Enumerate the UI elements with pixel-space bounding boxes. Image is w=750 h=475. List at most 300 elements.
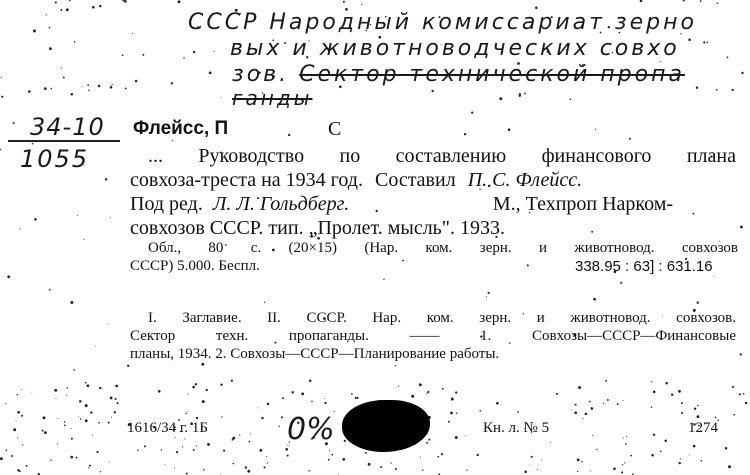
speckle (380, 466, 382, 468)
speckle (630, 455, 632, 457)
speckle (85, 419, 88, 422)
speckle (355, 397, 357, 399)
title-line-2c: П. С. Флейсс. (467, 169, 583, 191)
speckle (55, 1, 57, 3)
speckle (487, 292, 489, 294)
speckle (127, 365, 129, 367)
speckle (621, 471, 623, 473)
speckle (46, 14, 47, 15)
speckle (664, 440, 667, 443)
speckle (342, 458, 345, 461)
speckle (531, 456, 533, 458)
speckle (26, 465, 28, 467)
speckle (88, 467, 89, 468)
speckle (683, 0, 685, 2)
speckle (451, 398, 454, 401)
speckle (267, 403, 270, 406)
speckle (188, 411, 189, 412)
speckle (328, 459, 330, 461)
speckle (19, 470, 21, 472)
speckle (221, 97, 222, 98)
speckle (115, 398, 117, 400)
speckle (1, 96, 3, 98)
speckle (96, 451, 98, 453)
speckle (623, 437, 624, 438)
speckle (427, 434, 428, 435)
speckle (19, 228, 20, 229)
speckle (79, 400, 82, 403)
speckle (426, 393, 427, 394)
speckle (717, 3, 719, 5)
speckle (90, 411, 92, 413)
speckle (605, 380, 607, 382)
title-line-1: ... Руководство по составлению финансового плана (148, 145, 736, 167)
speckle (575, 404, 577, 406)
speckle (591, 407, 594, 410)
speckle (124, 0, 127, 3)
speckle (427, 391, 429, 393)
speckle (107, 323, 108, 324)
speckle (448, 421, 450, 423)
speckle (51, 88, 52, 89)
speckle (739, 393, 741, 395)
speckle (258, 407, 259, 408)
speckle (95, 346, 96, 347)
speckle (74, 41, 75, 42)
description-line-1: Обл., 80 с. (20×15) (Нар. ком. зерн. и животновод. совхозов (148, 240, 738, 256)
speckle (716, 89, 718, 91)
speckle (700, 0, 702, 2)
title-line-2 (130, 169, 736, 192)
classification-index: 338.95 : 63] : 631.16 (575, 258, 713, 275)
speckle (266, 456, 267, 457)
speckle (456, 412, 458, 414)
speckle (329, 450, 330, 451)
speckle (17, 394, 18, 395)
speckle (60, 9, 62, 11)
speckle (264, 302, 265, 303)
speckle (183, 57, 185, 59)
speckle (537, 469, 538, 470)
subjects-line-2: Сектор техн. пропаганды. —— 1. Совхозы—СССР—Финансовые (130, 328, 736, 344)
speckle (57, 418, 58, 419)
speckle (665, 382, 667, 384)
speckle (368, 463, 371, 466)
speckle (581, 461, 583, 463)
speckle (261, 417, 263, 419)
speckle (174, 468, 175, 469)
speckle (697, 415, 700, 418)
speckle (592, 435, 593, 436)
speckle (282, 397, 284, 399)
speckle (13, 122, 15, 124)
speckle (697, 302, 699, 304)
speckle (689, 454, 690, 455)
speckle (98, 422, 100, 424)
speckle (89, 465, 91, 467)
title-line-2b: Составил (374, 169, 456, 191)
speckle (17, 437, 18, 438)
speckle (707, 42, 709, 44)
speckle (622, 400, 623, 401)
speckle (590, 470, 591, 471)
speckle (186, 473, 188, 475)
speckle (207, 443, 210, 446)
speckle (343, 1, 345, 3)
speckle (529, 465, 530, 466)
title-line-3b: Л. Л. Гольдберг. (212, 193, 350, 215)
speckle (99, 5, 101, 7)
speckle (679, 462, 681, 464)
speckle (331, 454, 333, 456)
speckle (245, 466, 247, 468)
speckle (223, 450, 225, 452)
speckle (681, 402, 683, 404)
registration-number: 1616/34 г. 1Б (127, 420, 208, 436)
speckle (239, 434, 240, 435)
speckle (402, 260, 404, 262)
speckle (78, 417, 79, 418)
speckle (71, 93, 74, 96)
subjects-line-3: планы, 1934. 2. Совхозы—СССР—Планирование работы. (130, 346, 500, 362)
speckle (703, 41, 705, 43)
speckle (92, 435, 93, 436)
speckle (603, 403, 604, 404)
speckle (85, 404, 88, 407)
speckle (77, 215, 78, 216)
speckle (110, 396, 113, 399)
speckle (44, 87, 47, 90)
speckle (395, 365, 396, 366)
speckle (701, 460, 703, 462)
speckle (727, 57, 729, 59)
speckle (71, 438, 73, 440)
speckle (426, 442, 428, 444)
speckle (193, 51, 195, 53)
speckle (67, 387, 68, 388)
book-chamber-number: Кн. л. № 5 (483, 420, 550, 436)
speckle (172, 140, 173, 141)
speckle (419, 383, 422, 386)
speckle (595, 129, 596, 130)
speckle (278, 426, 279, 427)
speckle (49, 27, 51, 29)
speckle (17, 411, 20, 414)
handwritten-header-line-3a: зов. (232, 62, 290, 87)
speckle (617, 403, 619, 405)
speckle (196, 417, 198, 419)
speckle (108, 422, 110, 424)
speckle (92, 6, 95, 9)
title-line-3 (130, 193, 736, 216)
speckle (288, 134, 290, 136)
speckle (626, 436, 627, 437)
speckle (324, 398, 325, 399)
speckle (21, 415, 23, 417)
speckle (44, 431, 47, 434)
speckle (0, 149, 1, 151)
speckle (620, 282, 622, 284)
speckle (681, 412, 683, 414)
speckle (745, 402, 747, 404)
speckle (527, 264, 529, 266)
speckle (55, 398, 56, 399)
speckle (259, 449, 262, 452)
speckle (351, 393, 353, 395)
speckle (556, 393, 558, 395)
speckle (99, 387, 101, 389)
speckle (13, 428, 16, 431)
title-line-3c: М., Техпроп Нарком- (492, 193, 674, 215)
speckle (741, 72, 743, 74)
speckle (102, 388, 103, 389)
speckle (361, 4, 362, 5)
speckle (715, 417, 717, 419)
speckle (596, 449, 597, 450)
speckle (184, 438, 185, 439)
speckle (267, 462, 268, 463)
speckle (176, 451, 178, 453)
speckle (578, 386, 581, 389)
speckle (64, 425, 66, 427)
speckle (42, 430, 44, 432)
speckle (64, 421, 66, 423)
speckle (395, 468, 397, 470)
speckle (21, 389, 22, 390)
speckle (613, 468, 616, 471)
speckle (725, 447, 728, 450)
speckle (740, 353, 742, 355)
speckle (171, 82, 173, 84)
speckle (696, 86, 698, 88)
speckle (496, 402, 499, 405)
speckle (137, 450, 138, 451)
speckle (680, 458, 681, 459)
speckle (54, 389, 57, 392)
speckle (220, 383, 222, 385)
speckle (202, 400, 205, 403)
speckle (114, 411, 116, 413)
speckle (728, 465, 731, 468)
speckle (66, 395, 67, 396)
speckle (535, 7, 538, 10)
speckle (192, 386, 195, 389)
speckle (390, 462, 391, 463)
speckle (714, 276, 715, 277)
speckle (653, 433, 655, 435)
speckle (125, 87, 127, 89)
speckle (356, 397, 358, 399)
speckle (437, 456, 439, 458)
speckle (572, 409, 573, 410)
speckle (285, 448, 288, 451)
speckle (455, 436, 458, 439)
speckle (740, 226, 743, 229)
speckle (185, 413, 187, 415)
speckle (477, 454, 479, 456)
author-heading: Флейсс, П (133, 118, 229, 139)
speckle (591, 231, 593, 233)
speckle (43, 416, 46, 419)
title-line-2a: совхоза-треста на 1934 год. (130, 169, 363, 191)
speckle (450, 412, 453, 415)
speckle (110, 86, 113, 89)
speckle (247, 470, 250, 473)
speckle (22, 444, 23, 445)
speckle (441, 453, 443, 455)
speckle (196, 446, 197, 447)
speckle (73, 369, 75, 371)
speckle (640, 0, 643, 2)
speckle (693, 445, 696, 448)
call-number-1: 34-10 (30, 113, 105, 141)
speckle (105, 178, 107, 180)
speckle (660, 451, 662, 453)
speckle (324, 402, 326, 404)
speckle (411, 395, 414, 398)
speckle (431, 90, 433, 92)
speckle (85, 382, 87, 384)
speckle (66, 8, 69, 11)
speckle (465, 435, 466, 436)
speckle (688, 39, 691, 42)
speckle (651, 406, 652, 407)
speckle (464, 133, 466, 135)
speckle (471, 111, 473, 113)
speckle (6, 449, 8, 451)
speckle (733, 414, 735, 416)
speckle (541, 459, 542, 460)
speckle (63, 77, 65, 79)
speckle (88, 89, 89, 90)
speckle (732, 89, 734, 91)
speckle (466, 469, 467, 470)
speckle (653, 390, 655, 392)
speckle (175, 437, 176, 438)
speckle (582, 418, 583, 419)
speckle (344, 440, 346, 442)
speckle (574, 411, 577, 414)
speckle (593, 298, 596, 301)
handwritten-header-line-2: вых и животноводческих совхо (230, 36, 680, 61)
speckle (109, 461, 110, 462)
speckle (221, 416, 222, 417)
speckle (135, 80, 138, 83)
call-number-underline (8, 140, 120, 142)
speckle (479, 410, 481, 412)
speckle (142, 54, 144, 56)
speckle (501, 404, 502, 405)
speckle (84, 239, 85, 240)
speckle (69, 0, 71, 1)
speckle (365, 452, 367, 454)
speckle (34, 218, 37, 221)
card-number: 1274 (688, 420, 718, 436)
speckle (249, 441, 251, 443)
speckle (570, 98, 572, 100)
speckle (694, 407, 696, 409)
speckle (0, 457, 3, 460)
speckle (5, 403, 6, 404)
speckle (11, 455, 13, 457)
speckle (100, 471, 101, 472)
speckle (678, 390, 681, 393)
speckle (311, 401, 313, 403)
handwritten-header-line-3 (232, 62, 685, 87)
speckle (420, 457, 421, 458)
speckle (291, 391, 293, 393)
speckle (524, 93, 526, 95)
title-line-4: совхозов СССР. тип. „Пролет. мысль". 1933. (130, 217, 505, 239)
speckle (308, 470, 310, 472)
speckle (309, 380, 311, 382)
speckle (585, 413, 587, 415)
speckle (178, 0, 181, 3)
subjects-line-1: I. Заглавие. II. СССР. Нар. ком. зерн. и животновод. совхозов. (148, 310, 736, 326)
speckle (206, 389, 208, 391)
speckle (49, 289, 51, 291)
speckle (209, 71, 212, 74)
speckle (187, 394, 188, 395)
speckle (122, 54, 124, 56)
speckle (455, 391, 457, 393)
speckle (165, 464, 166, 465)
speckle (486, 296, 487, 297)
speckle (70, 301, 73, 304)
title-line-3a: Под ред. (130, 193, 203, 215)
speckle (132, 33, 133, 34)
speckle (49, 47, 52, 50)
speckle (57, 443, 58, 444)
handwritten-header-line-1: СССР Народный комиссариат зерно (188, 10, 697, 35)
speckle (607, 399, 609, 401)
speckle (161, 449, 162, 450)
speckle (231, 380, 233, 382)
speckle (87, 384, 90, 387)
speckle (76, 457, 78, 459)
speckle (550, 442, 551, 443)
speckle (28, 90, 31, 93)
speckle (61, 68, 62, 69)
speckle (33, 30, 36, 33)
speckle (743, 393, 745, 395)
speckle (16, 421, 17, 422)
speckle (517, 411, 519, 413)
speckle (250, 433, 251, 434)
speckle (158, 390, 161, 393)
handwritten-struck-text: Сектор технической пропа (299, 62, 685, 87)
speckle (117, 385, 118, 386)
speckle (195, 383, 197, 385)
speckle (499, 97, 502, 100)
speckle (508, 128, 511, 131)
speckle (80, 418, 82, 420)
speckle (442, 388, 444, 390)
speckle (624, 462, 625, 463)
speckle (697, 405, 699, 407)
speckle (233, 463, 234, 464)
speckle (301, 393, 304, 396)
speckle (577, 471, 578, 472)
speckle (203, 469, 204, 470)
pen-mark: 0% (287, 412, 335, 447)
speckle (622, 464, 623, 465)
speckle (651, 381, 652, 382)
speckle (383, 279, 384, 280)
speckle (263, 466, 265, 468)
speckle (116, 402, 118, 404)
speckle (98, 85, 101, 88)
